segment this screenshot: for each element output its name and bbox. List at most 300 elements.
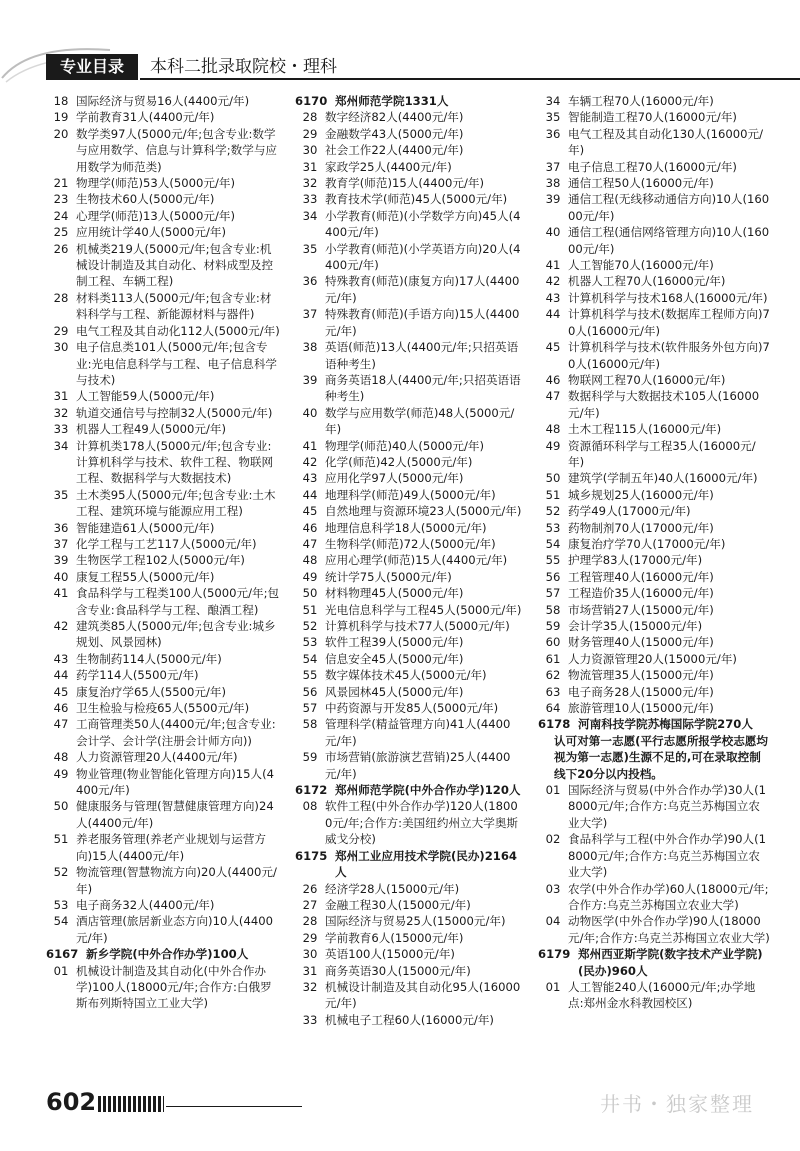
major-code: 29 bbox=[53, 323, 69, 338]
major-entry bbox=[538, 618, 770, 634]
major-code: 36 bbox=[302, 274, 318, 289]
major-entry bbox=[295, 979, 525, 1012]
major-entry bbox=[46, 175, 280, 191]
major-code: 01 bbox=[53, 963, 69, 978]
major-description: 财务管理40人(15000元/年) bbox=[568, 635, 714, 650]
major-description: 英语(师范)13人(4400元/年;只招英语语种考生) bbox=[325, 340, 519, 371]
major-code: 30 bbox=[302, 143, 318, 158]
major-description: 工程造价35人(16000元/年) bbox=[568, 586, 714, 601]
major-description: 地理信息科学18人(5000元/年) bbox=[325, 520, 487, 535]
major-entry bbox=[538, 470, 770, 486]
major-entry bbox=[295, 963, 525, 979]
page-title: 本科二批录取院校・理科 bbox=[150, 57, 337, 77]
major-code: 48 bbox=[53, 750, 69, 765]
major-code: 41 bbox=[302, 438, 318, 453]
major-description: 商务英语18人(4400元/年;只招英语语种考生) bbox=[325, 372, 521, 404]
major-description: 电子商务32人(4400元/年) bbox=[76, 897, 215, 912]
major-code: 52 bbox=[302, 619, 318, 633]
major-entry bbox=[538, 290, 770, 306]
school-code: 6170 bbox=[295, 94, 328, 108]
major-entry bbox=[538, 93, 770, 109]
major-entry bbox=[295, 798, 525, 847]
major-description: 生物技术60人(5000元/年) bbox=[76, 192, 215, 207]
major-code: 54 bbox=[545, 536, 561, 551]
major-entry bbox=[538, 191, 770, 224]
major-code: 51 bbox=[302, 602, 318, 617]
school-code: 6167 bbox=[46, 947, 79, 962]
page-header bbox=[0, 40, 800, 84]
major-description: 卫生检验与检疫65人(5500元/年) bbox=[76, 701, 250, 716]
major-code: 31 bbox=[302, 159, 318, 174]
school-name: 郑州师范学院1331人 bbox=[335, 94, 449, 108]
major-entry bbox=[46, 191, 280, 207]
major-description: 养老服务管理(养老产业规划与运营方向)15人(4400元/年) bbox=[76, 832, 267, 863]
major-entry bbox=[295, 306, 525, 339]
major-entry bbox=[538, 913, 770, 946]
major-entry bbox=[46, 93, 280, 109]
major-code: 33 bbox=[53, 422, 69, 437]
major-code: 49 bbox=[545, 438, 561, 453]
major-entry bbox=[295, 191, 525, 207]
major-entry bbox=[295, 438, 525, 454]
major-description: 光电信息科学与工程45人(5000元/年) bbox=[325, 602, 522, 617]
school-code: 6172 bbox=[295, 783, 328, 798]
major-description: 智能建造61人(5000元/年) bbox=[76, 520, 215, 535]
major-code: 49 bbox=[302, 569, 318, 584]
major-entry bbox=[538, 569, 770, 585]
major-code: 50 bbox=[302, 586, 318, 601]
major-description: 教育学(师范)15人(4400元/年) bbox=[325, 176, 485, 191]
major-code: 40 bbox=[545, 225, 561, 240]
major-code: 40 bbox=[302, 405, 318, 420]
section-tag: 专业目录 bbox=[46, 54, 138, 80]
major-description: 通信工程(通信网络管理方向)10人(16000元/年) bbox=[568, 225, 770, 256]
major-entry bbox=[538, 881, 770, 914]
major-description: 护理学83人(17000元/年) bbox=[568, 553, 703, 568]
major-code: 39 bbox=[53, 553, 69, 568]
major-entry bbox=[46, 552, 280, 568]
major-description: 金融工程30人(15000元/年) bbox=[325, 897, 471, 912]
major-code: 37 bbox=[302, 307, 318, 322]
major-code: 50 bbox=[53, 799, 69, 814]
major-code: 48 bbox=[545, 422, 561, 437]
major-description: 计算机科学与技术168人(16000元/年) bbox=[568, 290, 768, 305]
major-code: 53 bbox=[545, 520, 561, 535]
major-code: 32 bbox=[302, 979, 318, 994]
school-name: 郑州工业应用技术学院(民办)2164人 bbox=[335, 848, 517, 880]
major-description: 建筑学(学制五年)40人(16000元/年) bbox=[568, 471, 758, 486]
major-code: 44 bbox=[53, 668, 69, 683]
major-code: 56 bbox=[302, 684, 318, 699]
major-description: 通信工程(无线移动通信方向)10人(16000元/年) bbox=[568, 192, 770, 223]
major-entry bbox=[295, 126, 525, 142]
major-entry bbox=[538, 585, 770, 601]
major-code: 55 bbox=[545, 553, 561, 568]
major-entry bbox=[538, 634, 770, 650]
major-description: 软件工程(中外合作办学)120人(18000元/年;合作方:美国纽约州立大学奥斯威戈分校) bbox=[325, 799, 519, 847]
major-description: 应用心理学(师范)15人(4400元/年) bbox=[325, 553, 508, 568]
major-description: 小学教育(师范)(小学数学方向)45人(4400元/年) bbox=[325, 208, 521, 240]
major-code: 59 bbox=[302, 750, 318, 765]
major-entry bbox=[46, 241, 280, 290]
major-entry bbox=[538, 388, 770, 421]
major-entry bbox=[295, 946, 525, 962]
major-entry bbox=[295, 930, 525, 946]
major-code: 18 bbox=[53, 94, 69, 108]
major-entry bbox=[46, 208, 280, 224]
major-description: 经济学28人(15000元/年) bbox=[325, 881, 460, 896]
major-code: 46 bbox=[545, 372, 561, 387]
major-description: 土木类95人(5000元/年;包含专业:土木工程、建筑环境与能源应用工程) bbox=[76, 487, 276, 519]
major-code: 08 bbox=[302, 799, 318, 814]
major-entry bbox=[295, 881, 525, 897]
major-code: 58 bbox=[545, 602, 561, 617]
major-description: 土木工程115人(16000元/年) bbox=[568, 422, 722, 437]
school-name: 河南科技学院苏梅国际学院270人 bbox=[578, 717, 753, 732]
major-entry bbox=[538, 339, 770, 372]
major-code: 51 bbox=[545, 487, 561, 502]
major-entry bbox=[295, 470, 525, 486]
major-description: 数学与应用数学(师范)48人(5000元/年) bbox=[325, 405, 515, 437]
major-description: 旅游管理10人(15000元/年) bbox=[568, 701, 714, 716]
major-code: 50 bbox=[545, 471, 561, 486]
major-code: 26 bbox=[53, 241, 69, 256]
major-entry bbox=[46, 651, 280, 667]
major-description: 材料类113人(5000元/年;包含专业:材料科学与工程、新能源材料与器件) bbox=[76, 290, 272, 322]
school-heading bbox=[46, 946, 280, 962]
major-code: 27 bbox=[302, 897, 318, 912]
major-entry bbox=[46, 339, 280, 388]
major-entry bbox=[538, 487, 770, 503]
major-code: 36 bbox=[53, 520, 69, 535]
major-description: 应用化学97人(5000元/年) bbox=[325, 471, 464, 486]
school-heading bbox=[538, 946, 770, 979]
watermark: 井书・独家整理 bbox=[600, 1092, 754, 1116]
major-description: 电子信息类101人(5000元/年;包含专业:光电信息科学与工程、电子信息科学与技术) bbox=[76, 340, 278, 387]
major-entry bbox=[538, 700, 770, 716]
major-entry bbox=[46, 913, 280, 946]
major-description: 生物制药114人(5000元/年) bbox=[76, 651, 222, 666]
major-entry bbox=[295, 585, 525, 601]
major-code: 35 bbox=[545, 110, 561, 125]
school-heading bbox=[295, 93, 525, 109]
major-code: 30 bbox=[302, 947, 318, 962]
major-description: 轨道交通信号与控制32人(5000元/年) bbox=[76, 405, 273, 420]
major-entry bbox=[295, 749, 525, 782]
major-code: 53 bbox=[53, 897, 69, 912]
major-description: 自然地理与资源环境23人(5000元/年) bbox=[325, 504, 522, 519]
school-heading bbox=[538, 716, 770, 732]
major-description: 化学(师范)42人(5000元/年) bbox=[325, 454, 473, 469]
school-code: 6175 bbox=[295, 848, 328, 863]
major-entry bbox=[538, 159, 770, 175]
major-description: 人工智能240人(16000元/年;办学地点:郑州金水科教园校区) bbox=[568, 979, 756, 1011]
major-description: 建筑类85人(5000元/年;包含专业:城乡规划、风景园林) bbox=[76, 619, 276, 650]
major-entry bbox=[295, 651, 525, 667]
major-description: 应用统计学40人(5000元/年) bbox=[76, 225, 226, 240]
major-description: 数据科学与大数据技术105人(16000元/年) bbox=[568, 389, 760, 420]
major-entry bbox=[46, 749, 280, 765]
major-description: 市场营销(旅游演艺营销)25人(4400元/年) bbox=[325, 750, 511, 781]
major-code: 54 bbox=[53, 914, 69, 929]
major-description: 国际经济与贸易(中外合作办学)30人(18000元/年;合作方:乌克兰苏梅国立农业大学) bbox=[568, 783, 767, 830]
major-code: 39 bbox=[545, 192, 561, 207]
major-code: 45 bbox=[53, 684, 69, 699]
major-description: 食品科学与工程类100人(5000元/年;包含专业:食品科学与工程、酿酒工程) bbox=[76, 586, 280, 617]
major-description: 智能制造工程70人(16000元/年) bbox=[568, 110, 737, 125]
major-entry bbox=[46, 864, 280, 897]
school-name: 郑州西亚斯学院(数字技术产业学院)(民办)960人 bbox=[578, 947, 763, 978]
school-heading bbox=[295, 782, 525, 798]
major-description: 酒店管理(旅居新业态方向)10人(4400元/年) bbox=[76, 914, 273, 945]
major-entry bbox=[538, 126, 770, 159]
major-description: 药物制剂70人(17000元/年) bbox=[568, 520, 714, 535]
major-code: 38 bbox=[545, 176, 561, 191]
major-entry bbox=[295, 618, 525, 634]
major-description: 英语100人(15000元/年) bbox=[325, 947, 455, 962]
major-entry bbox=[295, 700, 525, 716]
major-entry bbox=[295, 503, 525, 519]
major-code: 02 bbox=[545, 832, 561, 847]
school-code: 6179 bbox=[538, 947, 571, 962]
major-entry bbox=[295, 569, 525, 585]
major-description: 学前教育6人(15000元/年) bbox=[325, 930, 464, 945]
major-code: 34 bbox=[545, 94, 561, 108]
major-description: 人力资源管理20人(15000元/年) bbox=[568, 651, 737, 666]
major-entry bbox=[295, 520, 525, 536]
major-description: 心理学(师范)13人(5000元/年) bbox=[76, 208, 236, 223]
major-code: 20 bbox=[53, 126, 69, 141]
major-description: 会计学35人(15000元/年) bbox=[568, 619, 703, 633]
major-code: 25 bbox=[53, 225, 69, 240]
major-description: 电气工程及其自动化112人(5000元/年) bbox=[76, 323, 280, 338]
major-code: 35 bbox=[53, 487, 69, 502]
major-description: 物联网工程70人(16000元/年) bbox=[568, 372, 726, 387]
major-description: 农学(中外合作办学)60人(18000元/年;合作方:乌克兰苏梅国立农业大学) bbox=[568, 881, 769, 912]
major-code: 21 bbox=[53, 176, 69, 191]
major-code: 38 bbox=[302, 340, 318, 355]
major-entry bbox=[295, 109, 525, 125]
major-entry bbox=[295, 602, 525, 618]
major-code: 24 bbox=[53, 208, 69, 223]
major-code: 01 bbox=[545, 979, 561, 994]
major-entry bbox=[46, 109, 280, 125]
admission-note: 认可对第一志愿(平行志愿所报学校志愿均视为第一志愿)生源不足的,可在录取控制线下20分以内投档。 bbox=[554, 733, 768, 781]
major-entry bbox=[538, 536, 770, 552]
major-entry bbox=[295, 405, 525, 438]
major-description: 电气工程及其自动化130人(16000元/年) bbox=[568, 126, 763, 158]
major-entry bbox=[295, 454, 525, 470]
major-code: 52 bbox=[545, 504, 561, 519]
major-entry bbox=[295, 897, 525, 913]
major-description: 金融数学43人(5000元/年) bbox=[325, 126, 464, 141]
major-entry bbox=[538, 782, 770, 831]
major-entry bbox=[295, 536, 525, 552]
major-entry bbox=[46, 290, 280, 323]
page-number: 602 bbox=[46, 1088, 97, 1116]
major-entry bbox=[46, 667, 280, 683]
major-entry bbox=[295, 372, 525, 405]
major-code: 43 bbox=[53, 651, 69, 666]
major-description: 资源循环科学与工程35人(16000元/年) bbox=[568, 438, 756, 469]
major-entry bbox=[538, 421, 770, 437]
major-description: 数字经济82人(4400元/年) bbox=[325, 110, 464, 125]
major-description: 药学49人(17000元/年) bbox=[568, 504, 691, 519]
major-code: 33 bbox=[302, 1012, 318, 1027]
major-entry bbox=[538, 109, 770, 125]
major-code: 62 bbox=[545, 668, 561, 683]
major-description: 药学114人(5500元/年) bbox=[76, 668, 199, 683]
major-entry bbox=[295, 208, 525, 241]
major-description: 计算机科学与技术(软件服务外包方向)70人(16000元/年) bbox=[568, 340, 770, 371]
major-entry bbox=[46, 831, 280, 864]
major-entry bbox=[295, 159, 525, 175]
major-description: 学前教育31人(4400元/年) bbox=[76, 110, 215, 125]
major-code: 63 bbox=[545, 684, 561, 699]
major-description: 物业管理(物业智能化管理方向)15人(4400元/年) bbox=[76, 766, 275, 798]
major-description: 化学工程与工艺117人(5000元/年) bbox=[76, 536, 257, 551]
major-description: 人力资源管理20人(4400元/年) bbox=[76, 750, 238, 765]
school-name: 郑州师范学院(中外合作办学)120人 bbox=[335, 783, 521, 798]
major-code: 30 bbox=[53, 340, 69, 355]
major-description: 家政学25人(4400元/年) bbox=[325, 159, 452, 174]
major-entry bbox=[538, 257, 770, 273]
major-code: 45 bbox=[545, 340, 561, 355]
major-entry bbox=[538, 684, 770, 700]
major-entry bbox=[46, 684, 280, 700]
major-entry bbox=[295, 684, 525, 700]
major-entry bbox=[538, 438, 770, 471]
major-code: 47 bbox=[302, 536, 318, 551]
major-entry bbox=[295, 913, 525, 929]
major-code: 28 bbox=[302, 110, 318, 125]
major-description: 计算机科学与技术(数据库工程师方向)70人(16000元/年) bbox=[568, 307, 770, 338]
major-description: 物流管理(智慧物流方向)20人(4400元/年) bbox=[76, 865, 277, 896]
major-description: 中药资源与开发85人(5000元/年) bbox=[325, 701, 499, 716]
major-description: 地理科学(师范)49人(5000元/年) bbox=[325, 487, 496, 502]
major-entry bbox=[538, 602, 770, 618]
major-code: 57 bbox=[545, 586, 561, 601]
major-code: 29 bbox=[302, 126, 318, 141]
major-description: 机械电子工程60人(16000元/年) bbox=[325, 1012, 494, 1027]
school-name: 新乡学院(中外合作办学)100人 bbox=[86, 947, 249, 962]
major-code: 37 bbox=[53, 536, 69, 551]
footer-rule bbox=[166, 1106, 302, 1107]
major-code: 32 bbox=[302, 176, 318, 191]
major-entry bbox=[46, 224, 280, 240]
major-description: 食品科学与工程(中外合作办学)90人(18000元/年;合作方:乌克兰苏梅国立农业大学) bbox=[568, 832, 767, 880]
major-code: 39 bbox=[302, 372, 318, 387]
major-description: 数字媒体技术45人(5000元/年) bbox=[325, 668, 487, 683]
major-code: 52 bbox=[53, 865, 69, 880]
major-description: 教育技术学(师范)45人(5000元/年) bbox=[325, 192, 508, 207]
major-code: 55 bbox=[302, 668, 318, 683]
major-description: 人工智能70人(16000元/年) bbox=[568, 258, 714, 273]
major-description: 车辆工程70人(16000元/年) bbox=[568, 94, 714, 108]
major-code: 42 bbox=[53, 619, 69, 633]
major-description: 生物医学工程102人(5000元/年) bbox=[76, 553, 245, 568]
major-code: 44 bbox=[545, 307, 561, 322]
major-code: 61 bbox=[545, 651, 561, 666]
major-code: 53 bbox=[302, 635, 318, 650]
major-code: 33 bbox=[302, 192, 318, 207]
major-description: 城乡规划25人(16000元/年) bbox=[568, 487, 714, 502]
major-code: 57 bbox=[302, 701, 318, 716]
major-entry bbox=[538, 503, 770, 519]
major-entry bbox=[46, 323, 280, 339]
major-code: 04 bbox=[545, 914, 561, 929]
major-code: 43 bbox=[545, 290, 561, 305]
major-description: 健康服务与管理(智慧健康管理方向)24人(4400元/年) bbox=[76, 799, 274, 830]
major-description: 特殊教育(师范)(康复方向)17人(4400元/年) bbox=[325, 274, 520, 305]
major-entry bbox=[538, 520, 770, 536]
major-code: 59 bbox=[545, 619, 561, 633]
major-description: 通信工程50人(16000元/年) bbox=[568, 176, 714, 191]
major-description: 特殊教育(师范)(手语方向)15人(4400元/年) bbox=[325, 307, 520, 338]
major-entry bbox=[46, 585, 280, 618]
major-entry bbox=[538, 651, 770, 667]
major-description: 康复治疗学65人(5500元/年) bbox=[76, 684, 226, 699]
major-description: 数学类97人(5000元/年;包含专业:数学与应用数学、信息与计算科学;数学与应用数学为师范类) bbox=[76, 126, 278, 174]
major-description: 计算机科学与技术77人(5000元/年) bbox=[325, 619, 510, 633]
major-code: 40 bbox=[53, 569, 69, 584]
major-description: 物理学(师范)40人(5000元/年) bbox=[325, 438, 485, 453]
major-code: 45 bbox=[302, 504, 318, 519]
major-code: 46 bbox=[53, 701, 69, 716]
school-code: 6178 bbox=[538, 717, 571, 732]
major-code: 51 bbox=[53, 832, 69, 847]
major-code: 46 bbox=[302, 520, 318, 535]
column-3 bbox=[538, 93, 770, 1012]
major-code: 49 bbox=[53, 766, 69, 781]
major-entry bbox=[46, 126, 280, 175]
major-entry bbox=[46, 520, 280, 536]
major-code: 58 bbox=[302, 717, 318, 732]
major-description: 工程管理40人(16000元/年) bbox=[568, 569, 714, 584]
header-rule bbox=[140, 78, 800, 80]
major-code: 60 bbox=[545, 635, 561, 650]
major-code: 35 bbox=[302, 241, 318, 256]
major-description: 工商管理类50人(4400元/年;包含专业:会计学、会计学(注册会计师方向)) bbox=[76, 717, 276, 748]
major-description: 材料物理45人(5000元/年) bbox=[325, 586, 464, 601]
major-entry bbox=[46, 569, 280, 585]
major-code: 42 bbox=[545, 274, 561, 289]
major-description: 机械设计制造及其自动化(中外合作办学)100人(18000元/年;合作方:白俄罗斯布列斯特国立工业大学) bbox=[76, 963, 272, 1011]
major-entry bbox=[46, 963, 280, 1012]
major-code: 47 bbox=[53, 717, 69, 732]
major-code: 28 bbox=[53, 290, 69, 305]
major-code: 34 bbox=[302, 208, 318, 223]
major-entry bbox=[538, 552, 770, 568]
major-description: 康复治疗学70人(17000元/年) bbox=[568, 536, 726, 551]
major-entry bbox=[295, 175, 525, 191]
major-code: 28 bbox=[302, 914, 318, 929]
major-code: 56 bbox=[545, 569, 561, 584]
major-code: 41 bbox=[53, 586, 69, 601]
barcode-decoration bbox=[98, 1096, 164, 1112]
major-description: 物流管理35人(15000元/年) bbox=[568, 668, 714, 683]
major-code: 64 bbox=[545, 701, 561, 716]
major-description: 信息安全45人(5000元/年) bbox=[325, 651, 464, 666]
major-entry bbox=[538, 831, 770, 880]
major-entry bbox=[295, 487, 525, 503]
major-code: 32 bbox=[53, 405, 69, 420]
major-code: 36 bbox=[545, 126, 561, 141]
major-entry bbox=[46, 388, 280, 404]
major-entry bbox=[295, 273, 525, 306]
major-description: 国际经济与贸易25人(15000元/年) bbox=[325, 914, 506, 929]
major-entry bbox=[295, 716, 525, 749]
